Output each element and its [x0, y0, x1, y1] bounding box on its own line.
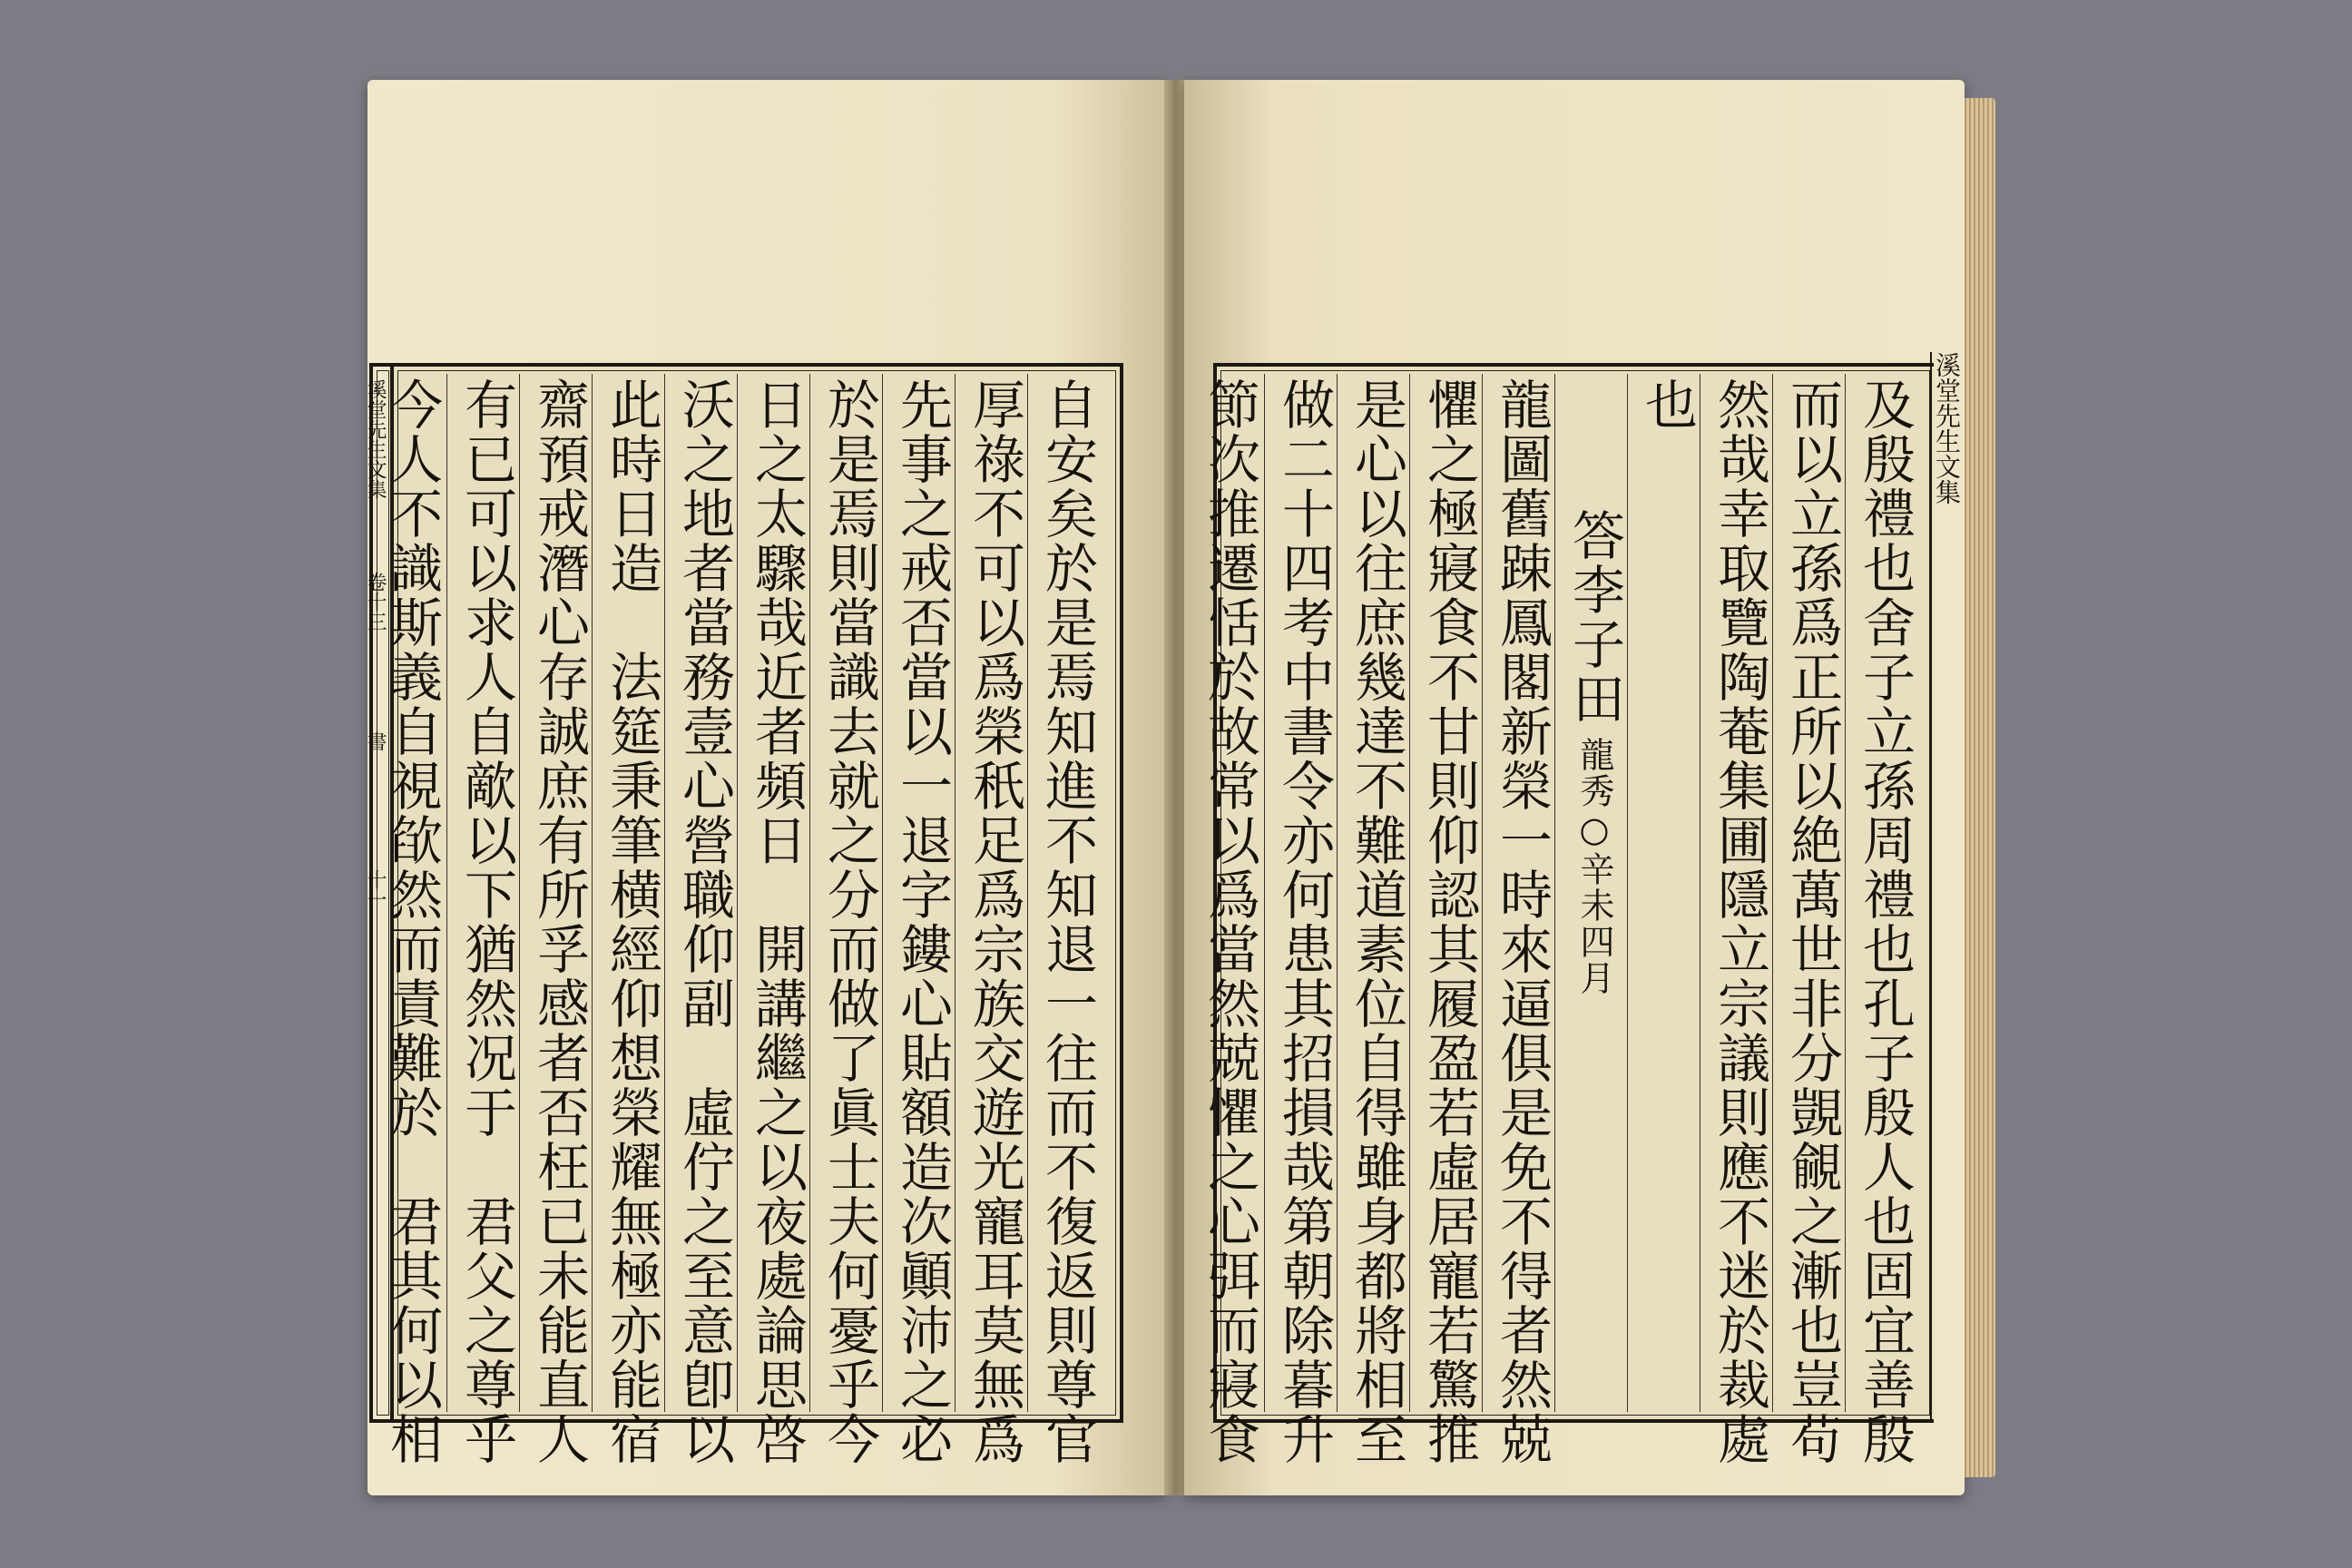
right-page — [1184, 80, 1965, 1495]
right-column-2: 而以立孫爲正所以絶萬世非分覬覦之漸也豈苟 — [1781, 377, 1843, 1466]
open-book — [364, 80, 1992, 1495]
right-column-1: 及殷禮也舍子立孫周禮也孔子殷人也固宜善殷 — [1854, 377, 1916, 1466]
left-column-6: 沃之地者當務壹心營職仰副 虛佇之至意卽以 — [673, 377, 735, 1466]
left-column-5: 日之太驟哉近者頻日 開講繼之以夜處論思啓 — [746, 377, 808, 1466]
section-label: 書 — [364, 731, 387, 751]
left-page-text-frame — [381, 363, 1123, 1466]
book-gutter — [1164, 80, 1186, 1495]
left-column-8: 齋預戒潛心存誠庶有所孚感者否枉已未能直人 — [528, 377, 590, 1466]
left-column-10: 今人不識斯義自視欿然而責難於 君其何以相 — [381, 377, 443, 1466]
letter-title: 答李子田 — [1563, 508, 1625, 726]
right-column-3: 然哉幸取覽陶菴集圃隱立宗議則應不迷於裁處 — [1709, 377, 1770, 1466]
volume-label: 卷十三 — [364, 572, 387, 632]
letter-heading — [1562, 377, 1627, 1408]
left-column-3: 先事之戒否當以一退字鏤心貼額造次顚沛之必 — [891, 377, 953, 1466]
folio-number: 十一 — [364, 869, 387, 909]
right-column-7: 懼之極寢食不甘則仰認其履盈若虛居寵若驚推 — [1418, 377, 1480, 1466]
page-edges — [1965, 98, 1995, 1477]
letter-note: 龍秀○辛未四月 — [1574, 737, 1614, 996]
right-column-4: 也 — [1636, 377, 1698, 432]
left-column-4: 於是焉則當識去就之分而做了眞士夫何憂乎今 — [818, 377, 880, 1466]
right-column-6: 龍圖舊踈鳳閣新榮一時來逼俱是免不得者然兢 — [1491, 377, 1553, 1466]
left-column-9: 有已可以求人自歒以下猶然况于 君父之尊乎 — [456, 377, 517, 1466]
book-title: 溪堂先生文集 — [364, 379, 387, 499]
right-column-9: 做二十四考中書令亦何患其招損哉第朝除暮升 — [1273, 377, 1335, 1466]
right-book-title: 溪堂先生文集 — [1932, 352, 1962, 505]
right-page-text-frame — [1199, 363, 1934, 1466]
right-page-folio-strip — [1930, 352, 1965, 1423]
left-page — [364, 80, 1166, 1495]
left-page-folio-strip — [364, 379, 389, 1396]
right-column-8: 是心以往庶幾達不難道素位自得雖身都將相至 — [1346, 377, 1407, 1466]
left-column-7: 此時日造 法筵秉筆横經仰想榮耀無極亦能宿 — [601, 377, 662, 1466]
left-column-2: 厚祿不可以爲榮秖足爲宗族交遊光寵耳莫無爲 — [964, 377, 1025, 1466]
right-column-10: 節次推遷恬於故常以爲當然兢懼之心弭而寢食 — [1199, 377, 1260, 1466]
left-column-1: 自安矣於是焉知進不知退一往而不復返則尊官 — [1036, 377, 1098, 1466]
